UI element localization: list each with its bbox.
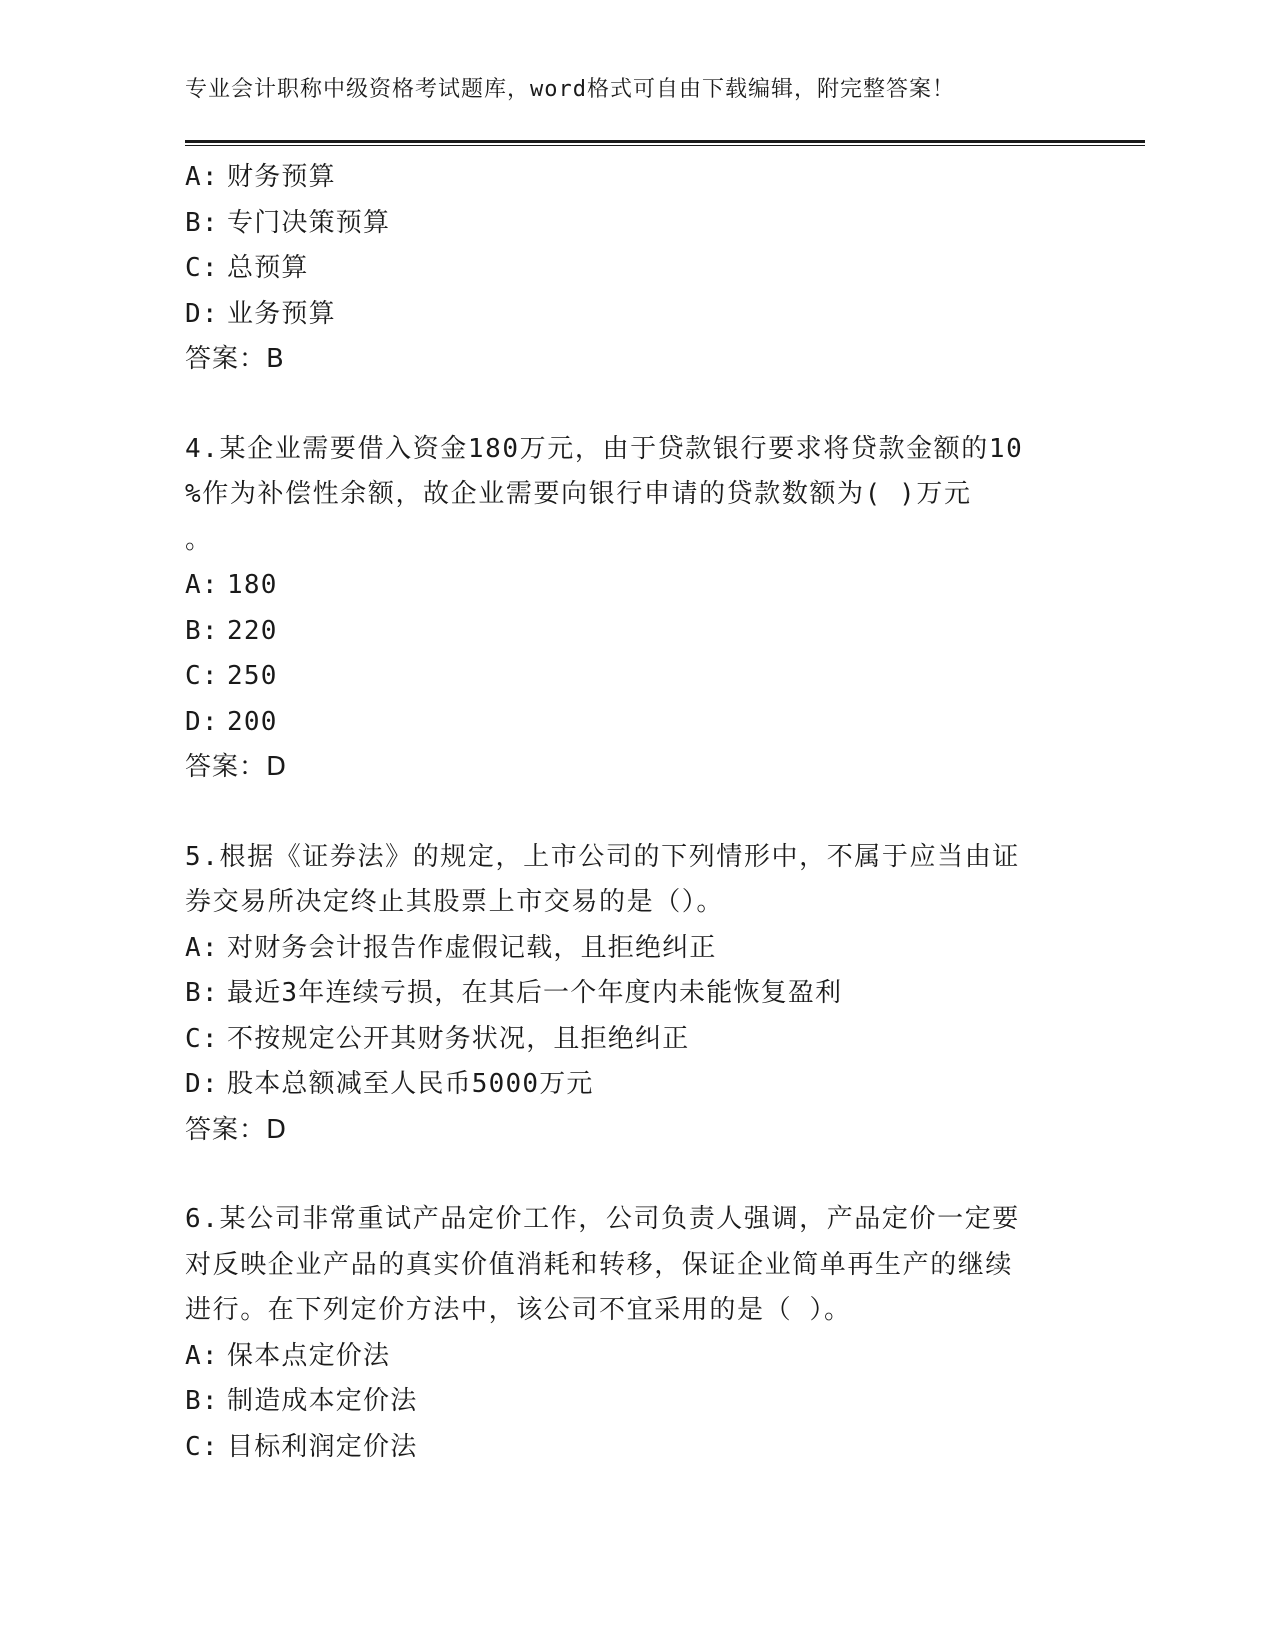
option-text: 目标利润定价法 [227,1431,418,1462]
question-stem-line: 6.某公司非常重试产品定价工作，公司负责人强调，产品定价一定要 [185,1204,1020,1234]
option-text: 专门决策预算 [227,207,391,238]
option-c [185,654,1085,700]
option-d [185,292,1085,338]
option-b [185,1379,1085,1425]
option-letter: D: [185,1069,219,1099]
option-c [185,1017,1085,1063]
question-stem-line: 4.某企业需要借入资金180万元，由于贷款银行要求将贷款金额的10 [185,433,1024,464]
option-c [185,1425,1085,1471]
question-5 [185,835,1085,1154]
option-text: 财务预算 [227,162,336,192]
option-a [185,1334,1085,1380]
question-stem-line: 对反映企业产品的真实价值消耗和转移，保证企业简单再生产的继续 [185,1249,1014,1280]
option-letter: C: [185,1023,219,1054]
option-text: 最近3年连续亏损，在其后一个年度内未能恢复盈利 [227,978,843,1008]
option-text: 总预算 [227,253,309,283]
option-text: 股本总额减至人民币5000万元 [227,1069,594,1099]
option-letter: A: [185,932,219,963]
option-text: 200 [227,706,278,737]
spacer [185,791,1085,835]
question-stem-line: 进行。在下列定价方法中，该公司不宜采用的是（ ）。 [185,1295,852,1325]
option-letter: B: [185,978,219,1008]
question-stem-line: 5.根据《证券法》的规定，上市公司的下列情形中，不属于应当由证 [185,841,1020,872]
question-content [185,155,1085,1470]
option-b [185,201,1085,247]
spacer [185,1153,1085,1197]
page-header: 专业会计职称中级资格考试题库，word格式可自由下载编辑，附完整答案！ [185,77,955,102]
option-letter: B: [185,615,219,646]
option-a [185,926,1085,972]
option-letter: C: [185,1431,219,1462]
option-c [185,246,1085,292]
option-b [185,609,1085,655]
option-letter: D: [185,706,219,737]
spacer [185,383,1085,427]
option-text: 制造成本定价法 [227,1386,418,1416]
question-stem-line: 。 [185,524,213,555]
option-b [185,971,1085,1017]
option-text: 业务预算 [227,298,336,329]
answer-line: 答案：D [185,1114,288,1145]
option-letter: A: [185,162,219,192]
question-4 [185,427,1085,791]
option-text: 180 [227,570,278,600]
question-stem-line: %作为补偿性余额，故企业需要向银行申请的贷款数额为( )万元 [185,479,972,509]
option-text: 不按规定公开其财务状况，且拒绝纠正 [227,1023,690,1054]
option-a [185,563,1085,609]
option-letter: A: [185,1340,219,1371]
question-6 [185,1197,1085,1470]
option-letter: A: [185,570,219,600]
option-letter: B: [185,207,219,238]
option-letter: D: [185,298,219,329]
header-rule [185,140,1145,146]
option-text: 250 [227,661,278,691]
option-letter: B: [185,1386,219,1416]
option-a [185,155,1085,201]
option-text: 对财务会计报告作虚假记载，且拒绝纠正 [227,932,717,963]
question-stem-line: 券交易所决定终止其股票上市交易的是（）。 [185,887,725,917]
option-letter: C: [185,661,219,691]
option-text: 保本点定价法 [227,1340,391,1371]
option-d [185,700,1085,746]
option-text: 220 [227,615,278,646]
question-3-options [185,155,1085,383]
answer-line: 答案：B [185,344,285,374]
answer-line: 答案：D [185,752,288,782]
option-d [185,1062,1085,1108]
option-letter: C: [185,253,219,283]
